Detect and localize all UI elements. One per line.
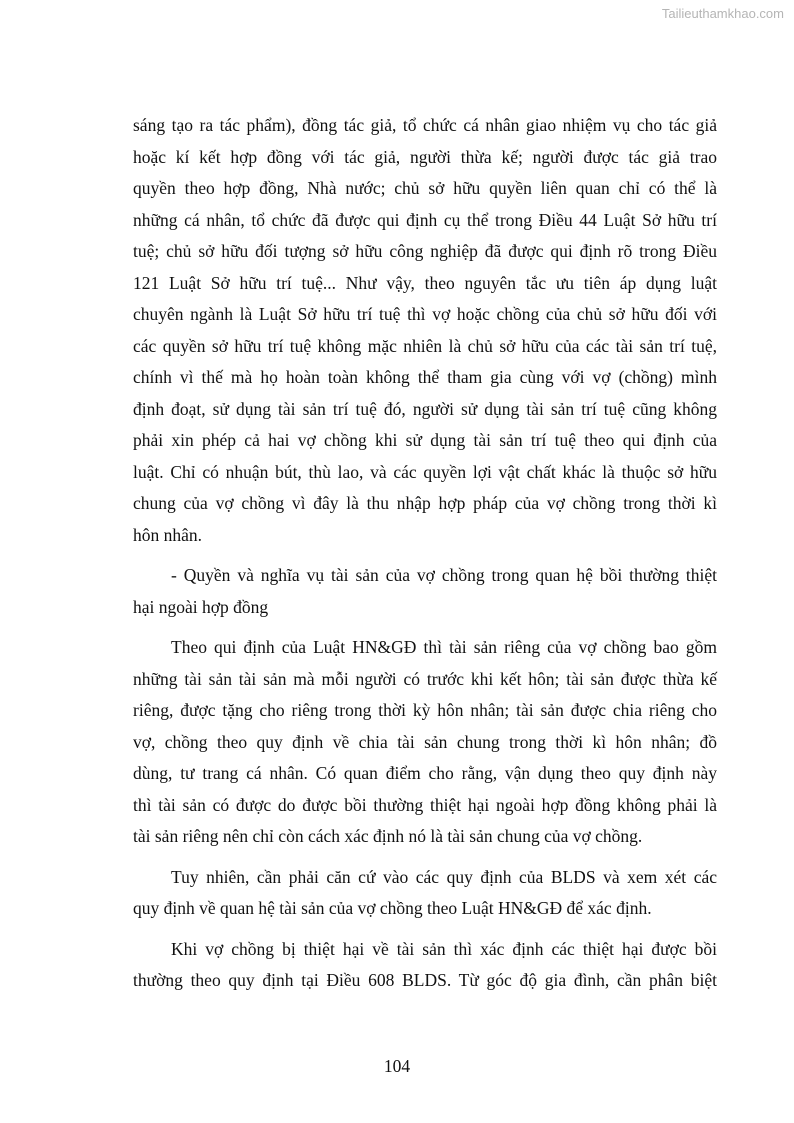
body-text	[133, 110, 717, 997]
text-line: dùng, tư trang cá nhân. Có quan điểm cho rằng, vận dụng theo quy định này	[133, 763, 717, 783]
text-line: thường theo quy định tại Điều 608 BLDS. Từ góc độ gia đình, cần phân biệt	[133, 970, 717, 990]
text-line: những tài sản tài sản mà mỗi người có trước khi kết hôn; tài sản được thừa kế	[133, 668, 717, 689]
text-line: sáng tạo ra tác phẩm), đồng tác giả, tổ chức cá nhân giao nhiệm vụ cho tác giả	[133, 115, 717, 135]
text-line: vợ, chồng theo quy định về chia tài sản chung trong thời kì hôn nhân; đồ	[133, 731, 717, 752]
text-line: tài sản riêng nên chỉ còn cách xác định nó là tài sản chung của vợ chồng.	[133, 826, 643, 846]
text-line: hôn nhân.	[133, 524, 203, 545]
text-line: chung của vợ chồng vì đây là thu nhập hợp pháp của vợ chồng trong thời kì	[133, 493, 717, 513]
paragraph	[133, 632, 717, 853]
text-line: - Quyền và nghĩa vụ tài sản của vợ chồng trong quan hệ bồi thường thiệt	[171, 565, 717, 585]
text-line: Theo qui định của Luật HN&GĐ thì tài sản riêng của vợ chồng bao gồm	[171, 637, 717, 657]
text-line: quyền theo hợp đồng, Nhà nước; chủ sở hữu quyền liên quan chỉ có thể là	[133, 178, 717, 198]
paragraph	[133, 560, 717, 623]
text-line: riêng, được tặng cho riêng trong thời kỳ hôn nhân; tài sản được chia riêng cho	[133, 700, 717, 720]
text-line: phải xin phép cả hai vợ chồng khi sử dụng tài sản trí tuệ theo qui định của	[133, 430, 717, 450]
watermark-text: Tailieuthamkhao.com	[661, 6, 784, 21]
text-line: thì tài sản có được do được bồi thường thiệt hại ngoài hợp đồng không phải là	[133, 794, 717, 815]
text-line: chuyên ngành là Luật Sở hữu trí tuệ thì vợ hoặc chồng của chủ sở hữu đối với	[133, 304, 717, 324]
text-line: Khi vợ chồng bị thiệt hại về tài sản thì xác định các thiệt hại được bồi	[171, 938, 717, 959]
text-line: quy định về quan hệ tài sản của vợ chồng theo Luật HN&GĐ để xác định.	[133, 898, 652, 918]
text-line: hoặc kí kết hợp đồng với tác giả, người thừa kế; người được tác giả trao	[133, 146, 717, 167]
page-number: 104	[383, 1056, 411, 1076]
text-line: 121 Luật Sở hữu trí tuệ... Như vậy, theo nguyên tắc ưu tiên áp dụng luật	[133, 272, 717, 293]
paragraph	[133, 934, 717, 997]
text-line: luật. Chỉ có nhuận bút, thù lao, và các quyền lợi vật chất khác là thuộc sở hữu	[133, 461, 717, 482]
paragraph	[133, 110, 717, 551]
text-line: tuệ; chủ sở hữu đối tượng sở hữu công nghiệp đã được qui định rõ trong Điều	[133, 241, 717, 261]
text-line: hại ngoài hợp đồng	[133, 596, 269, 617]
paragraph	[133, 862, 717, 925]
text-line: Tuy nhiên, cần phải căn cứ vào các quy định của BLDS và xem xét các	[171, 866, 717, 887]
text-line: các quyền sở hữu trí tuệ không mặc nhiên là chủ sở hữu của các tài sản trí tuệ,	[133, 335, 717, 356]
text-line: chính vì thế mà họ hoàn toàn không thể tham gia cùng với vợ (chồng) mình	[133, 367, 717, 387]
text-line: những cá nhân, tổ chức đã được qui định cụ thể trong Điều 44 Luật Sở hữu trí	[133, 209, 717, 230]
text-line: định đoạt, sử dụng tài sản trí tuệ đó, người sử dụng tài sản trí tuệ cũng không	[133, 398, 717, 419]
